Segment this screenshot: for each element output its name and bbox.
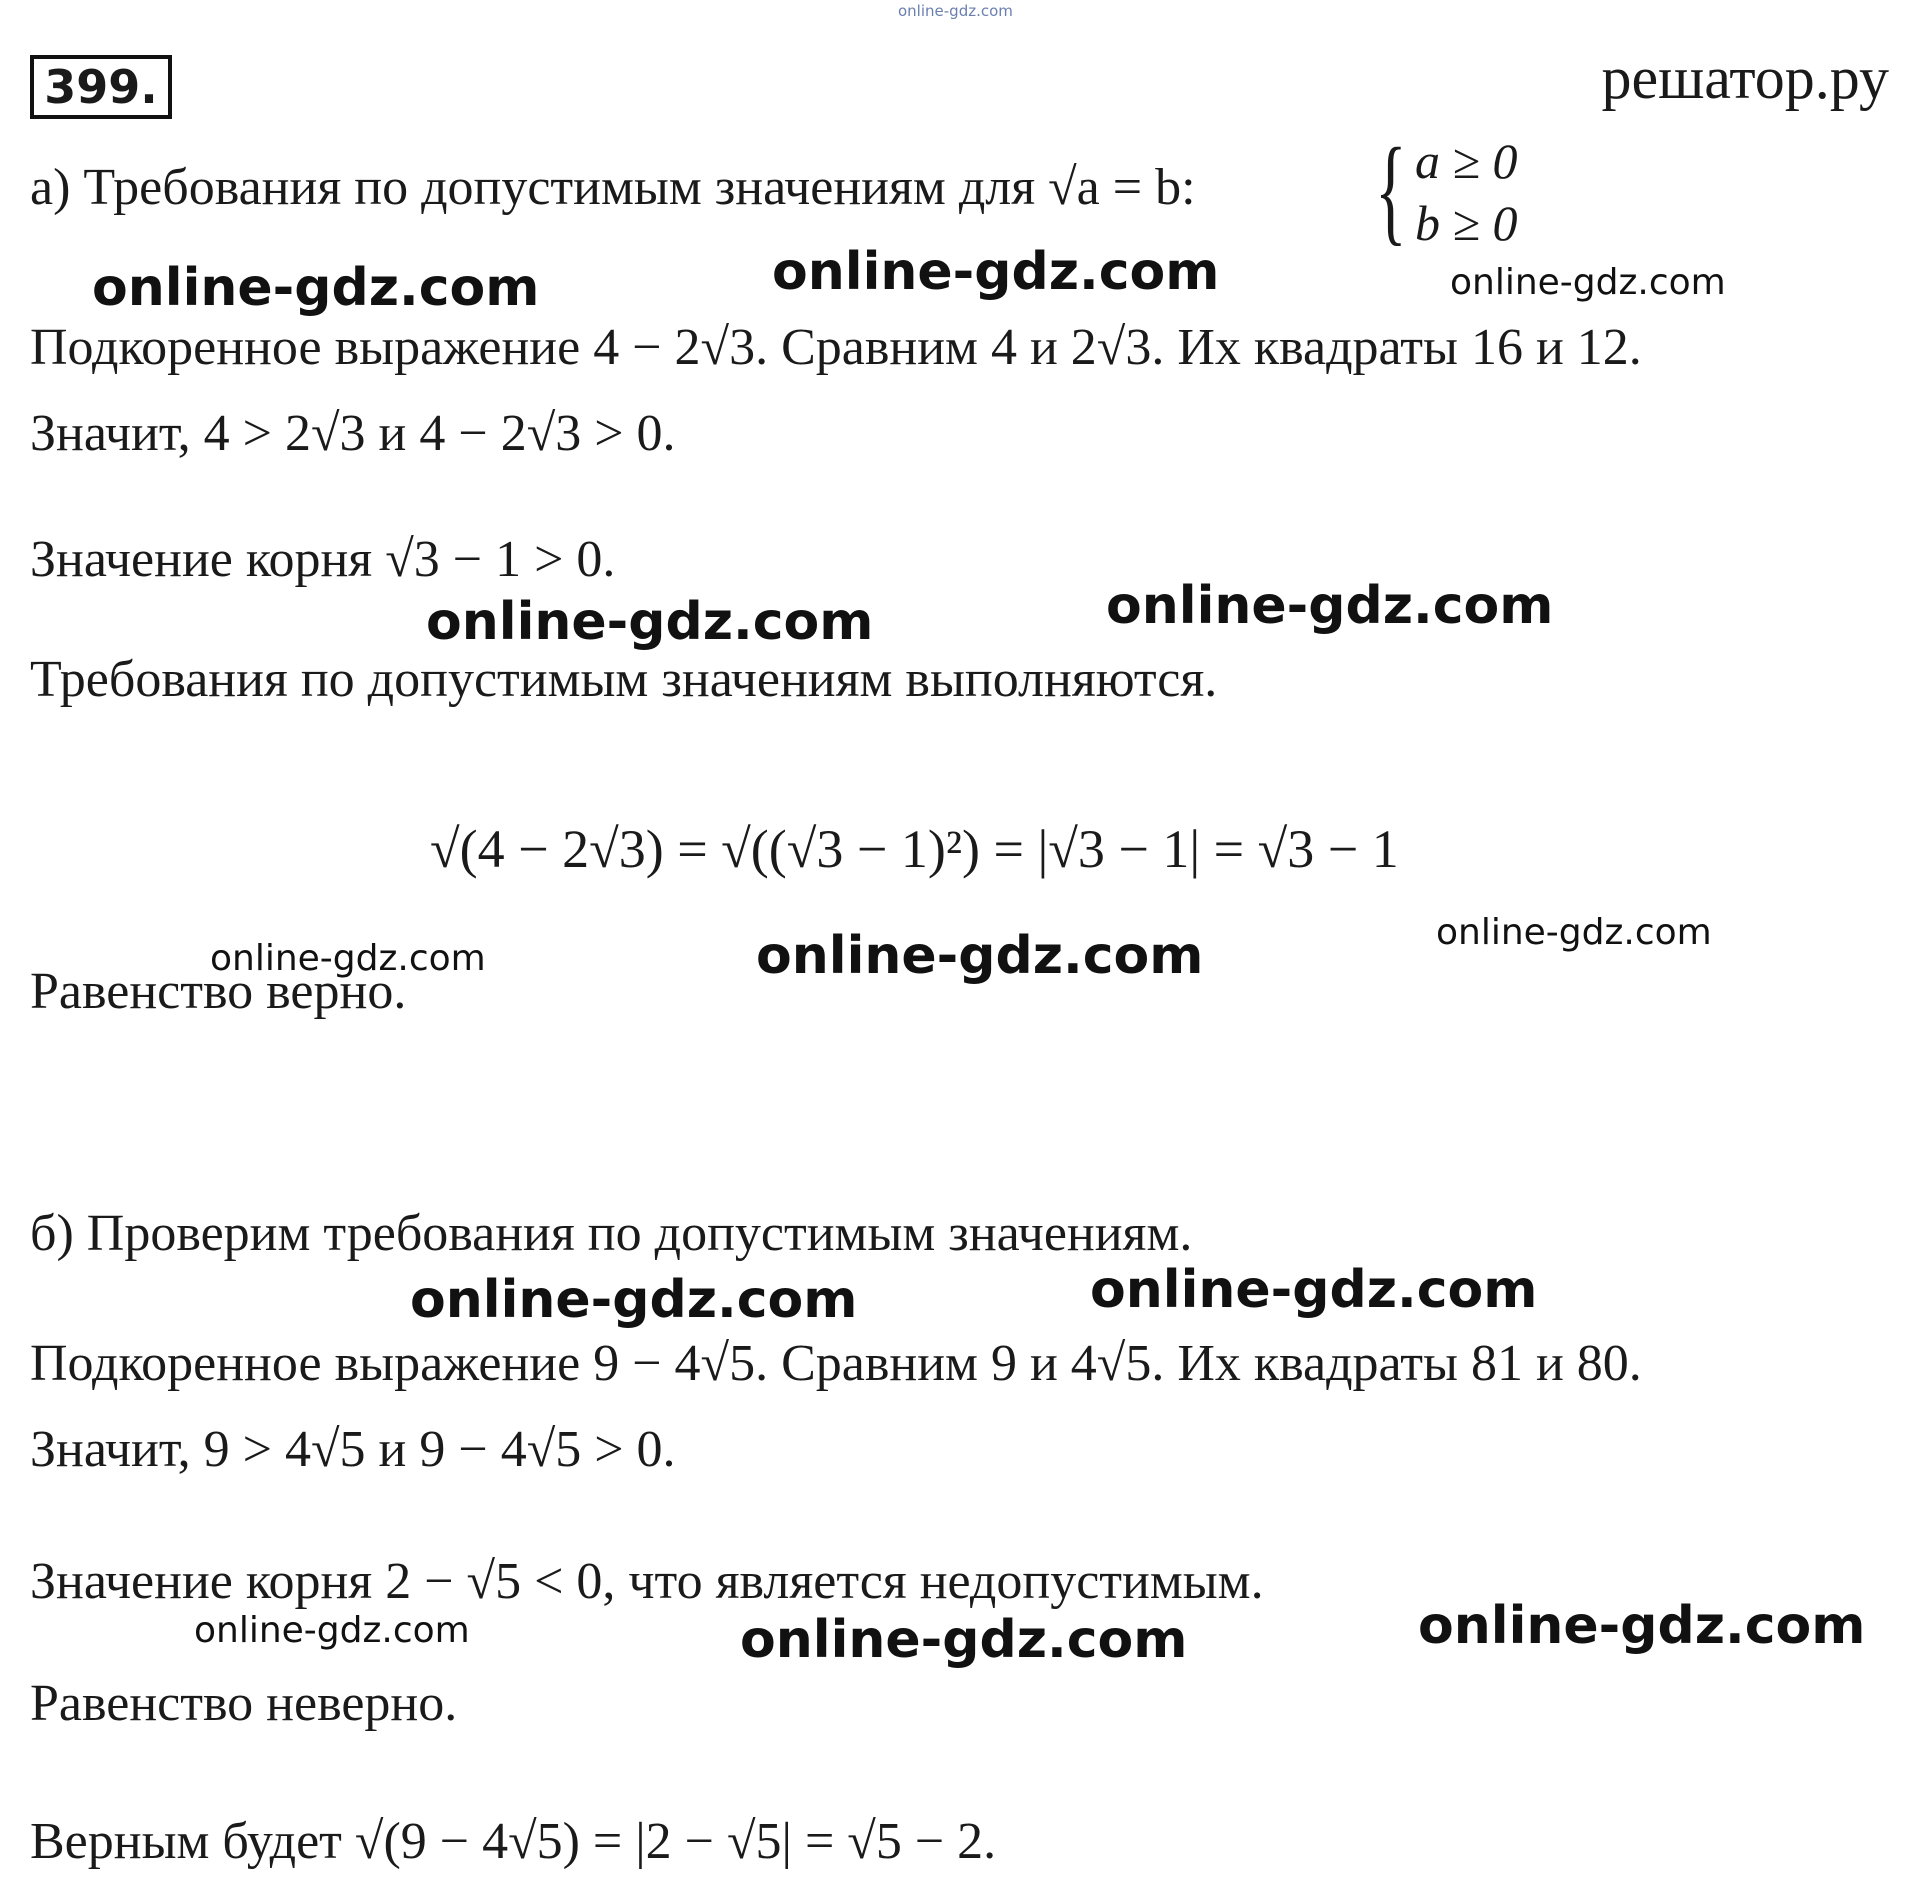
watermark: online-gdz.com <box>410 1270 858 1330</box>
part-a-line3: Значение корня √3 − 1 > 0. <box>30 531 616 588</box>
watermark: online-gdz.com <box>740 1610 1188 1670</box>
system-conditions <box>1415 130 1517 254</box>
site-name: решатор.ру <box>1601 45 1889 111</box>
watermark: online-gdz.com <box>92 258 540 318</box>
part-b-conclusion: Равенство неверно. <box>30 1675 458 1732</box>
watermark: online-gdz.com <box>1436 912 1712 953</box>
watermark: online-gdz.com <box>772 242 1220 302</box>
watermark: online-gdz.com <box>1418 1596 1866 1656</box>
watermark: online-gdz.com <box>1106 576 1554 636</box>
system-brace: { <box>1375 123 1407 256</box>
part-a-line4: Требования по допустимым значениям выполняются. <box>30 651 1218 708</box>
part-a-intro: а) Требования по допустимым значениям для √a = b: <box>30 159 1196 216</box>
problem-number-badge: 399. <box>30 55 172 119</box>
watermark: online-gdz.com <box>426 592 874 652</box>
part-b-line3: Значение корня 2 − √5 < 0, что является недопустимым. <box>30 1553 1264 1610</box>
part-a-formula: √(4 − 2√3) = √((√3 − 1)²) = |√3 − 1| = √3 − 1 <box>430 819 1399 879</box>
part-b-line2: Значит, 9 > 4√5 и 9 − 4√5 > 0. <box>30 1421 676 1478</box>
watermark: online-gdz.com <box>210 938 486 979</box>
watermark: online-gdz.com <box>1090 1260 1538 1320</box>
part-a-conclusion: Равенство верно. <box>30 963 407 1020</box>
part-b-line1: Подкоренное выражение 9 − 4√5. Сравним 9 и 4√5. Их квадраты 81 и 80. <box>30 1335 1642 1392</box>
part-a-line2: Значит, 4 > 2√3 и 4 − 2√3 > 0. <box>30 405 676 462</box>
system-condition-b: b ≥ 0 <box>1415 195 1518 251</box>
part-b-intro: б) Проверим требования по допустимым значениям. <box>30 1205 1193 1262</box>
system-condition-a: a ≥ 0 <box>1415 133 1518 189</box>
watermark: online-gdz.com <box>194 1610 470 1651</box>
watermark: online-gdz.com <box>1450 262 1726 303</box>
part-b-correct: Верным будет √(9 − 4√5) = |2 − √5| = √5 − 2. <box>30 1813 997 1870</box>
watermark: online-gdz.com <box>756 926 1204 986</box>
watermark: online-gdz.com <box>898 2 1013 20</box>
part-a-line1: Подкоренное выражение 4 − 2√3. Сравним 4 и 2√3. Их квадраты 16 и 12. <box>30 319 1642 376</box>
